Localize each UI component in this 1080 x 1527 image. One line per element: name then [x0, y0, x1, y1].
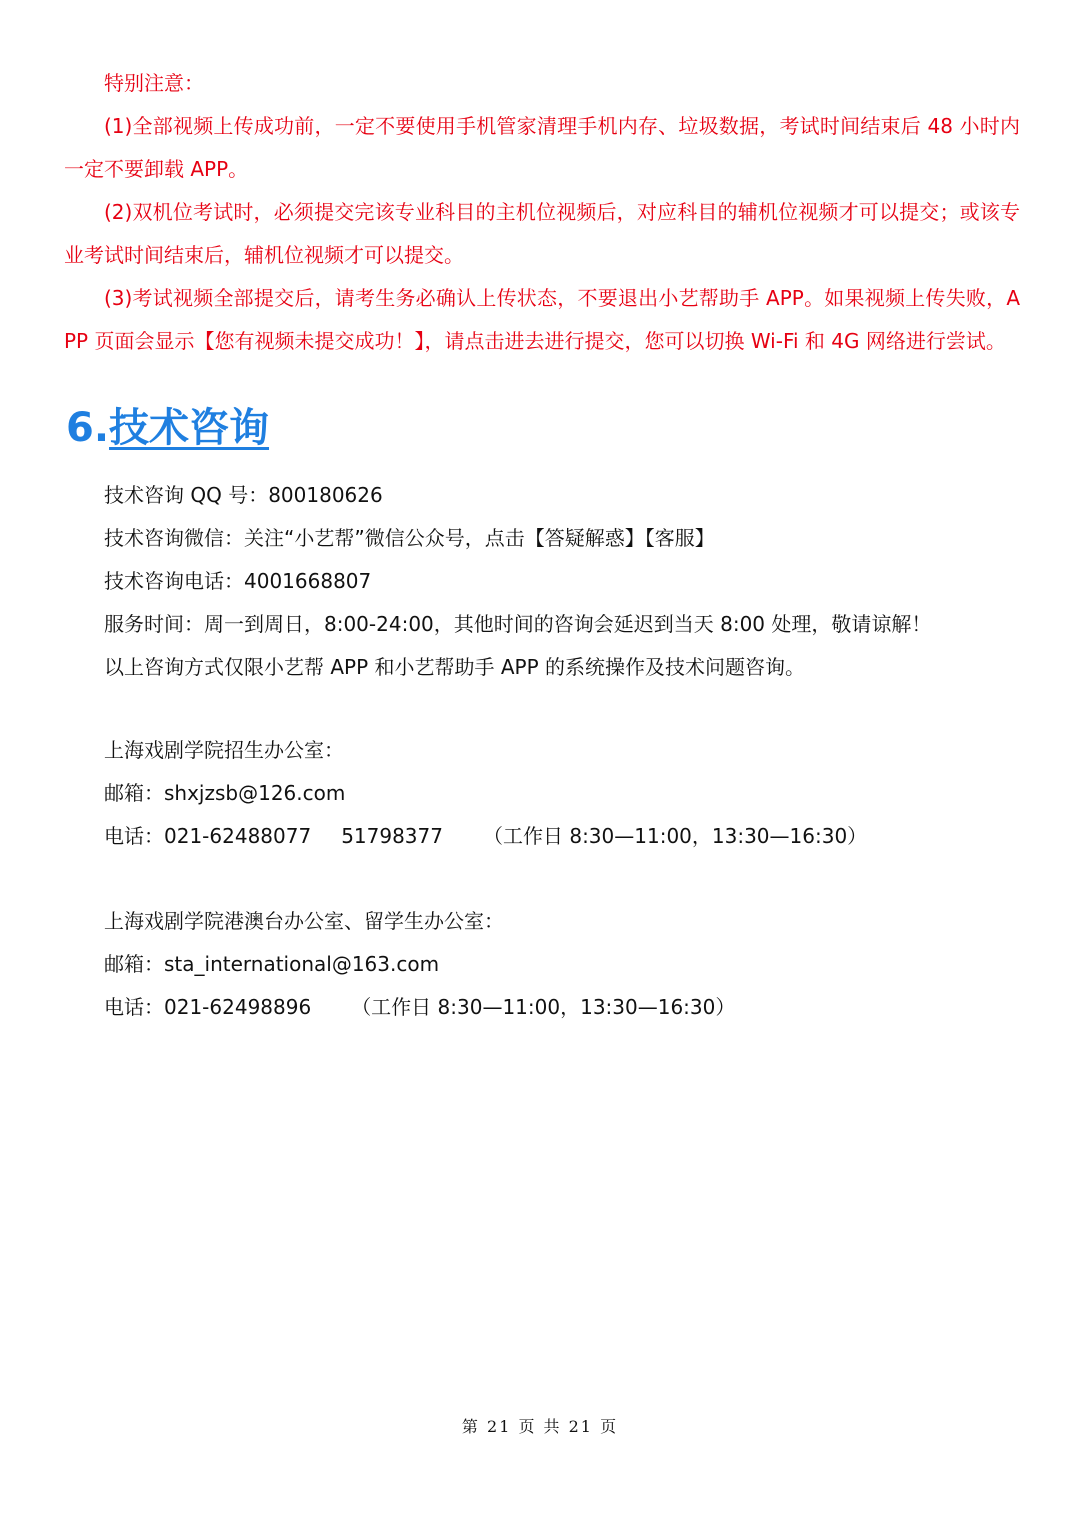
intl-office-name: 上海戏剧学院港澳台办公室、留学生办公室： [104, 909, 504, 933]
notice-item-2: (2)双机位考试时，必须提交完该专业科目的主机位视频后，对应科目的辅机位视频才可以提交；或该专业考试时间结束后，辅机位视频才可以提交。 [64, 200, 1020, 267]
section-number: 6. [66, 405, 110, 451]
intl-office-phone: 电话：021-62498896 [104, 995, 312, 1019]
intl-office-email: 邮箱：sta_international@163.com [104, 952, 440, 976]
admissions-office-name: 上海戏剧学院招生办公室： [104, 738, 344, 762]
intl-office-hours: （工作日 8:30—11:00，13:30—16:30） [351, 995, 736, 1019]
admissions-office-info [104, 729, 1034, 858]
admissions-office-phone-alt: 51798377 [341, 824, 443, 848]
tech-scope: 以上咨询方式仅限小艺帮 APP 和小艺帮助手 APP 的系统操作及技术问题咨询。 [104, 655, 806, 679]
notice-item-3: (3)考试视频全部提交后，请考生务必确认上传状态，不要退出小艺帮助手 APP。如果视频上传失败，APP 页面会显示【您有视频未提交成功！】，请点击进去进行提交，您可以切换 Wi-Fi 和 4G 网络进行尝试。 [64, 286, 1020, 353]
tech-qq: 技术咨询 QQ 号：800180626 [104, 483, 383, 507]
page-footer: 第 21 页 共 21 页 [461, 1417, 619, 1436]
tech-hours: 服务时间：周一到周日，8:00-24:00，其他时间的咨询会延迟到当天 8:00 处理，敬请谅解！ [104, 612, 932, 636]
special-notice [64, 62, 1020, 363]
admissions-office-hours: （工作日 8:30—11:00，13:30—16:30） [482, 824, 868, 848]
tech-support-info [104, 474, 1034, 689]
intl-office-phone-line [104, 986, 1034, 1029]
admissions-office-phone-line [104, 815, 1034, 858]
notice-heading: 特别注意： [104, 71, 204, 95]
intl-office-info [104, 900, 1034, 1029]
section-title-text: 技术咨询 [109, 405, 270, 451]
admissions-office-email: 邮箱：shxjzsb@126.com [104, 781, 346, 805]
section-title [66, 398, 269, 458]
tech-wechat: 技术咨询微信：关注“小艺帮”微信公众号，点击【答疑解惑】【客服】 [104, 526, 715, 550]
notice-item-1: (1)全部视频上传成功前，一定不要使用手机管家清理手机内存、垃圾数据，考试时间结束后 48 小时内一定不要卸载 APP。 [64, 114, 1020, 181]
tech-phone: 技术咨询电话：4001668807 [104, 569, 372, 593]
admissions-office-phone: 电话：021-62488077 [104, 824, 312, 848]
